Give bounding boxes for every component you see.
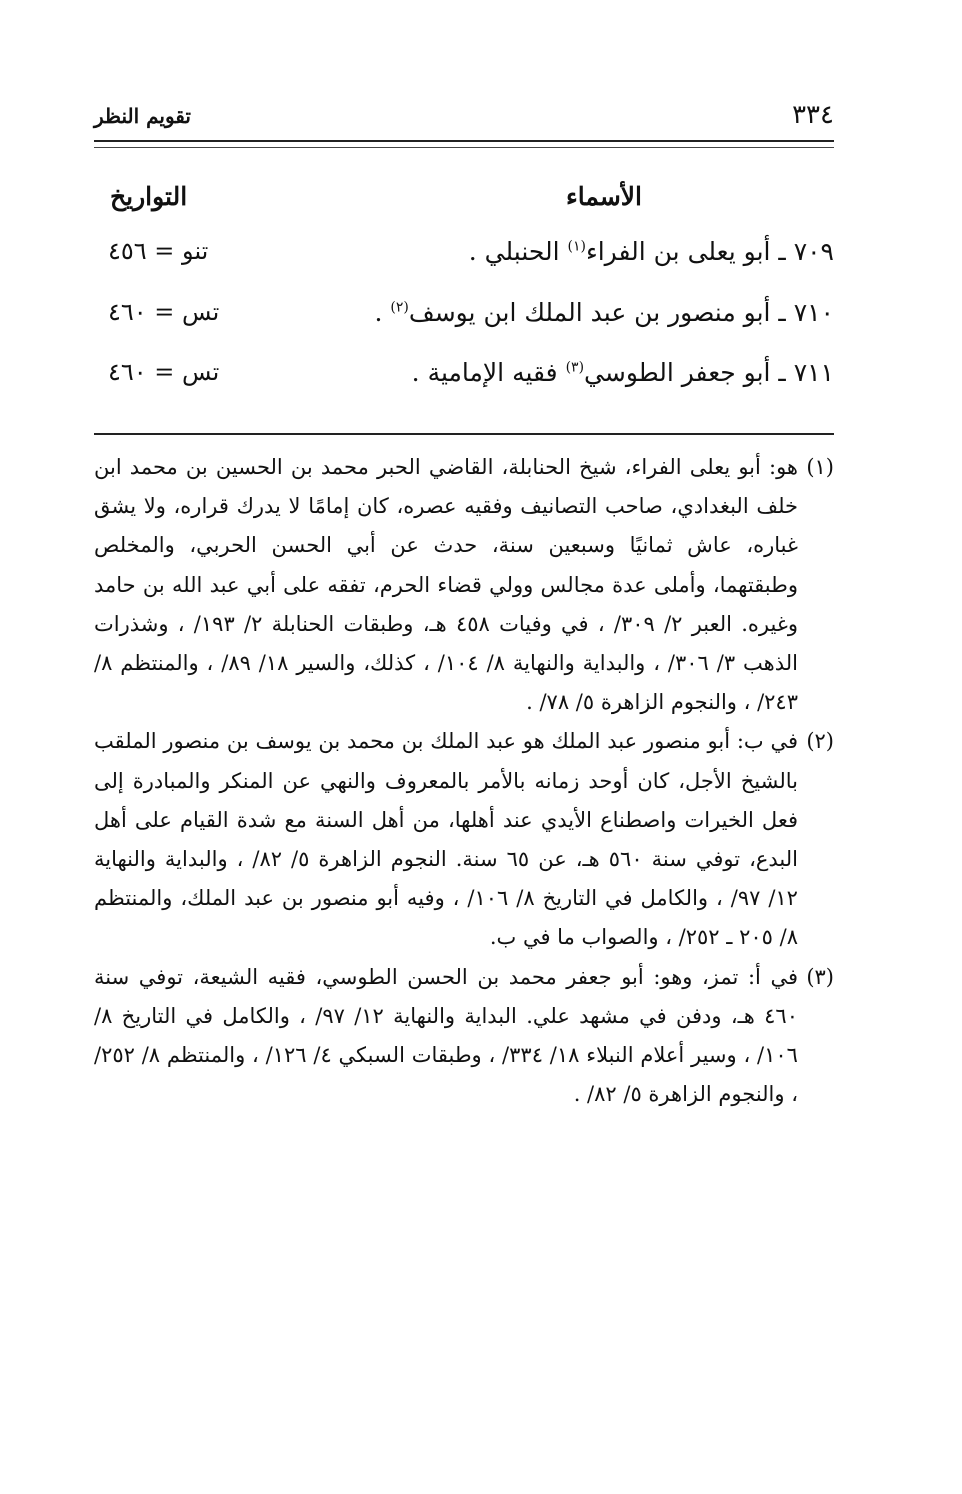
footnote-number: (٣)	[806, 964, 834, 989]
entry-number: ٧١٠	[793, 298, 834, 327]
entry-suffix: .	[374, 298, 383, 327]
names-column-heading: الأسماء	[566, 182, 642, 211]
entry-name: ٧٠٩ ـ أبو يعلى بن الفراء$^{(١)}$ الحنبلي .	[468, 237, 834, 266]
footnote-ref: (١)	[567, 238, 586, 255]
footnote-ref: (٢)	[390, 299, 409, 316]
footnote	[94, 958, 834, 1115]
entry-name: ٧١١ ـ أبو جعفر الطوسي$^{(٣)}$ فقيه الإمامية .	[411, 358, 834, 387]
footnote-text: في أ: تمز، وهو: أبو جعفر محمد بن الحسن الطوسي، فقيه الشيعة، توفي سنة ٤٦٠ هـ، ودفن في مشهد علي. البداية والنهاية ١٢/ ٩٧/ ، والكامل في التاريخ ٨/ ١٠٦/ ، وسير أعلام النبلاء ١٨/ ٣٣٤/ ، وطبقات السبكي ٤/ ١٢٦/ ، والمنتظم ٨/ ٢٥٢/ ، والنجوم الزاهرة ٥/ ٨٢/ .	[94, 964, 798, 1107]
entry-row	[94, 298, 834, 338]
running-title: تقويم النظر	[94, 104, 191, 128]
footnote-number: (١)	[806, 455, 834, 479]
entry-name-text: أبو يعلى بن الفراء	[585, 237, 771, 266]
header-rule	[94, 140, 834, 142]
page-number: ٣٣٤	[792, 100, 834, 130]
footnotes	[94, 448, 834, 1114]
entry-date: تس = ٤٦٠	[108, 358, 220, 386]
entry-row	[94, 237, 834, 277]
entry-name-text: أبو منصور بن عبد الملك ابن يوسف	[408, 298, 771, 327]
footnote-text: في ب: أبو منصور عبد الملك هو عبد الملك بن محمد بن يوسف بن منصور الملقب بالشيخ الأجل، كان أوحد زمانه بالأمر بالمعروف والنهي عن المنكر والمبادرة إلى فعل الخيرات واصطناع الأيدي عند أهلها، من أهل السنة مع شدة القيام على أهل البدع، توفي سنة ٥٦٠ هـ، عن ٦٥ سنة. النجوم الزاهرة ٥/ ٨٢/ ، والبداية والنهاية ١٢/ ٩٧/ ، والكامل في التاريخ ٨/ ١٠٦/ ، وفيه أبو منصور بن عبد الملك، والمنتظم ٨/ ٢٠٥ ـ ٢٥٢/ ، والصواب ما في ب.	[94, 729, 798, 950]
header-rule-thin	[94, 147, 834, 148]
entry-name-text: أبو جعفر الطوسي	[584, 358, 771, 387]
entry-name: ٧١٠ ـ أبو منصور بن عبد الملك ابن يوسف$^{(٢)}$ .	[374, 298, 834, 327]
entry-number: ٧١١	[793, 358, 834, 387]
entry-number: ٧٠٩	[793, 237, 834, 266]
footnote	[94, 722, 834, 957]
footnote	[94, 448, 834, 722]
footnote-number: (٢)	[806, 729, 834, 754]
footnote-text: هو: أبو يعلى الفراء، شيخ الحنابلة، القاضي الحبر محمد بن الحسين بن محمد ابن خلف البغدادي، صاحب التصانيف وفقيه عصره، كان إمامًا لا يدرك قراره، ولا يشق غباره، عاش ثمانيًا وسبعين سنة، حدث عن أبي الحسن الحربي، والمخلص وطبقتهما، وأملى عدة مجالس وولي قضاء الحرم، تفقه على أبي عبد الله بن حامد وغيره. العبر ٢/ ٣٠٩/ ، في وفيات ٤٥٨ هـ، وطبقات الحنابلة ٢/ ١٩٣/ ، وشذرات الذهب ٣/ ٣٠٦/ ، والبداية والنهاية ٨/ ١٠٤/ ، كذلك، والسير ١٨/ ٨٩/ ، والمنتظم ٨/ ٢٤٣/ ، والنجوم الزاهرة ٥/ ٧٨/ .	[94, 455, 798, 715]
entry-suffix: الحنبلي .	[468, 237, 560, 266]
entry-suffix: فقيه الإمامية .	[411, 358, 558, 387]
dates-column-heading: التواريخ	[110, 182, 188, 211]
entry-date: تس = ٤٦٠	[108, 298, 220, 326]
footnote-separator	[94, 433, 834, 435]
footnote-ref: (٣)	[565, 359, 585, 376]
page-header	[94, 100, 834, 136]
entry-row	[94, 358, 834, 398]
entry-date: تنو = ٤٥٦	[108, 237, 209, 265]
